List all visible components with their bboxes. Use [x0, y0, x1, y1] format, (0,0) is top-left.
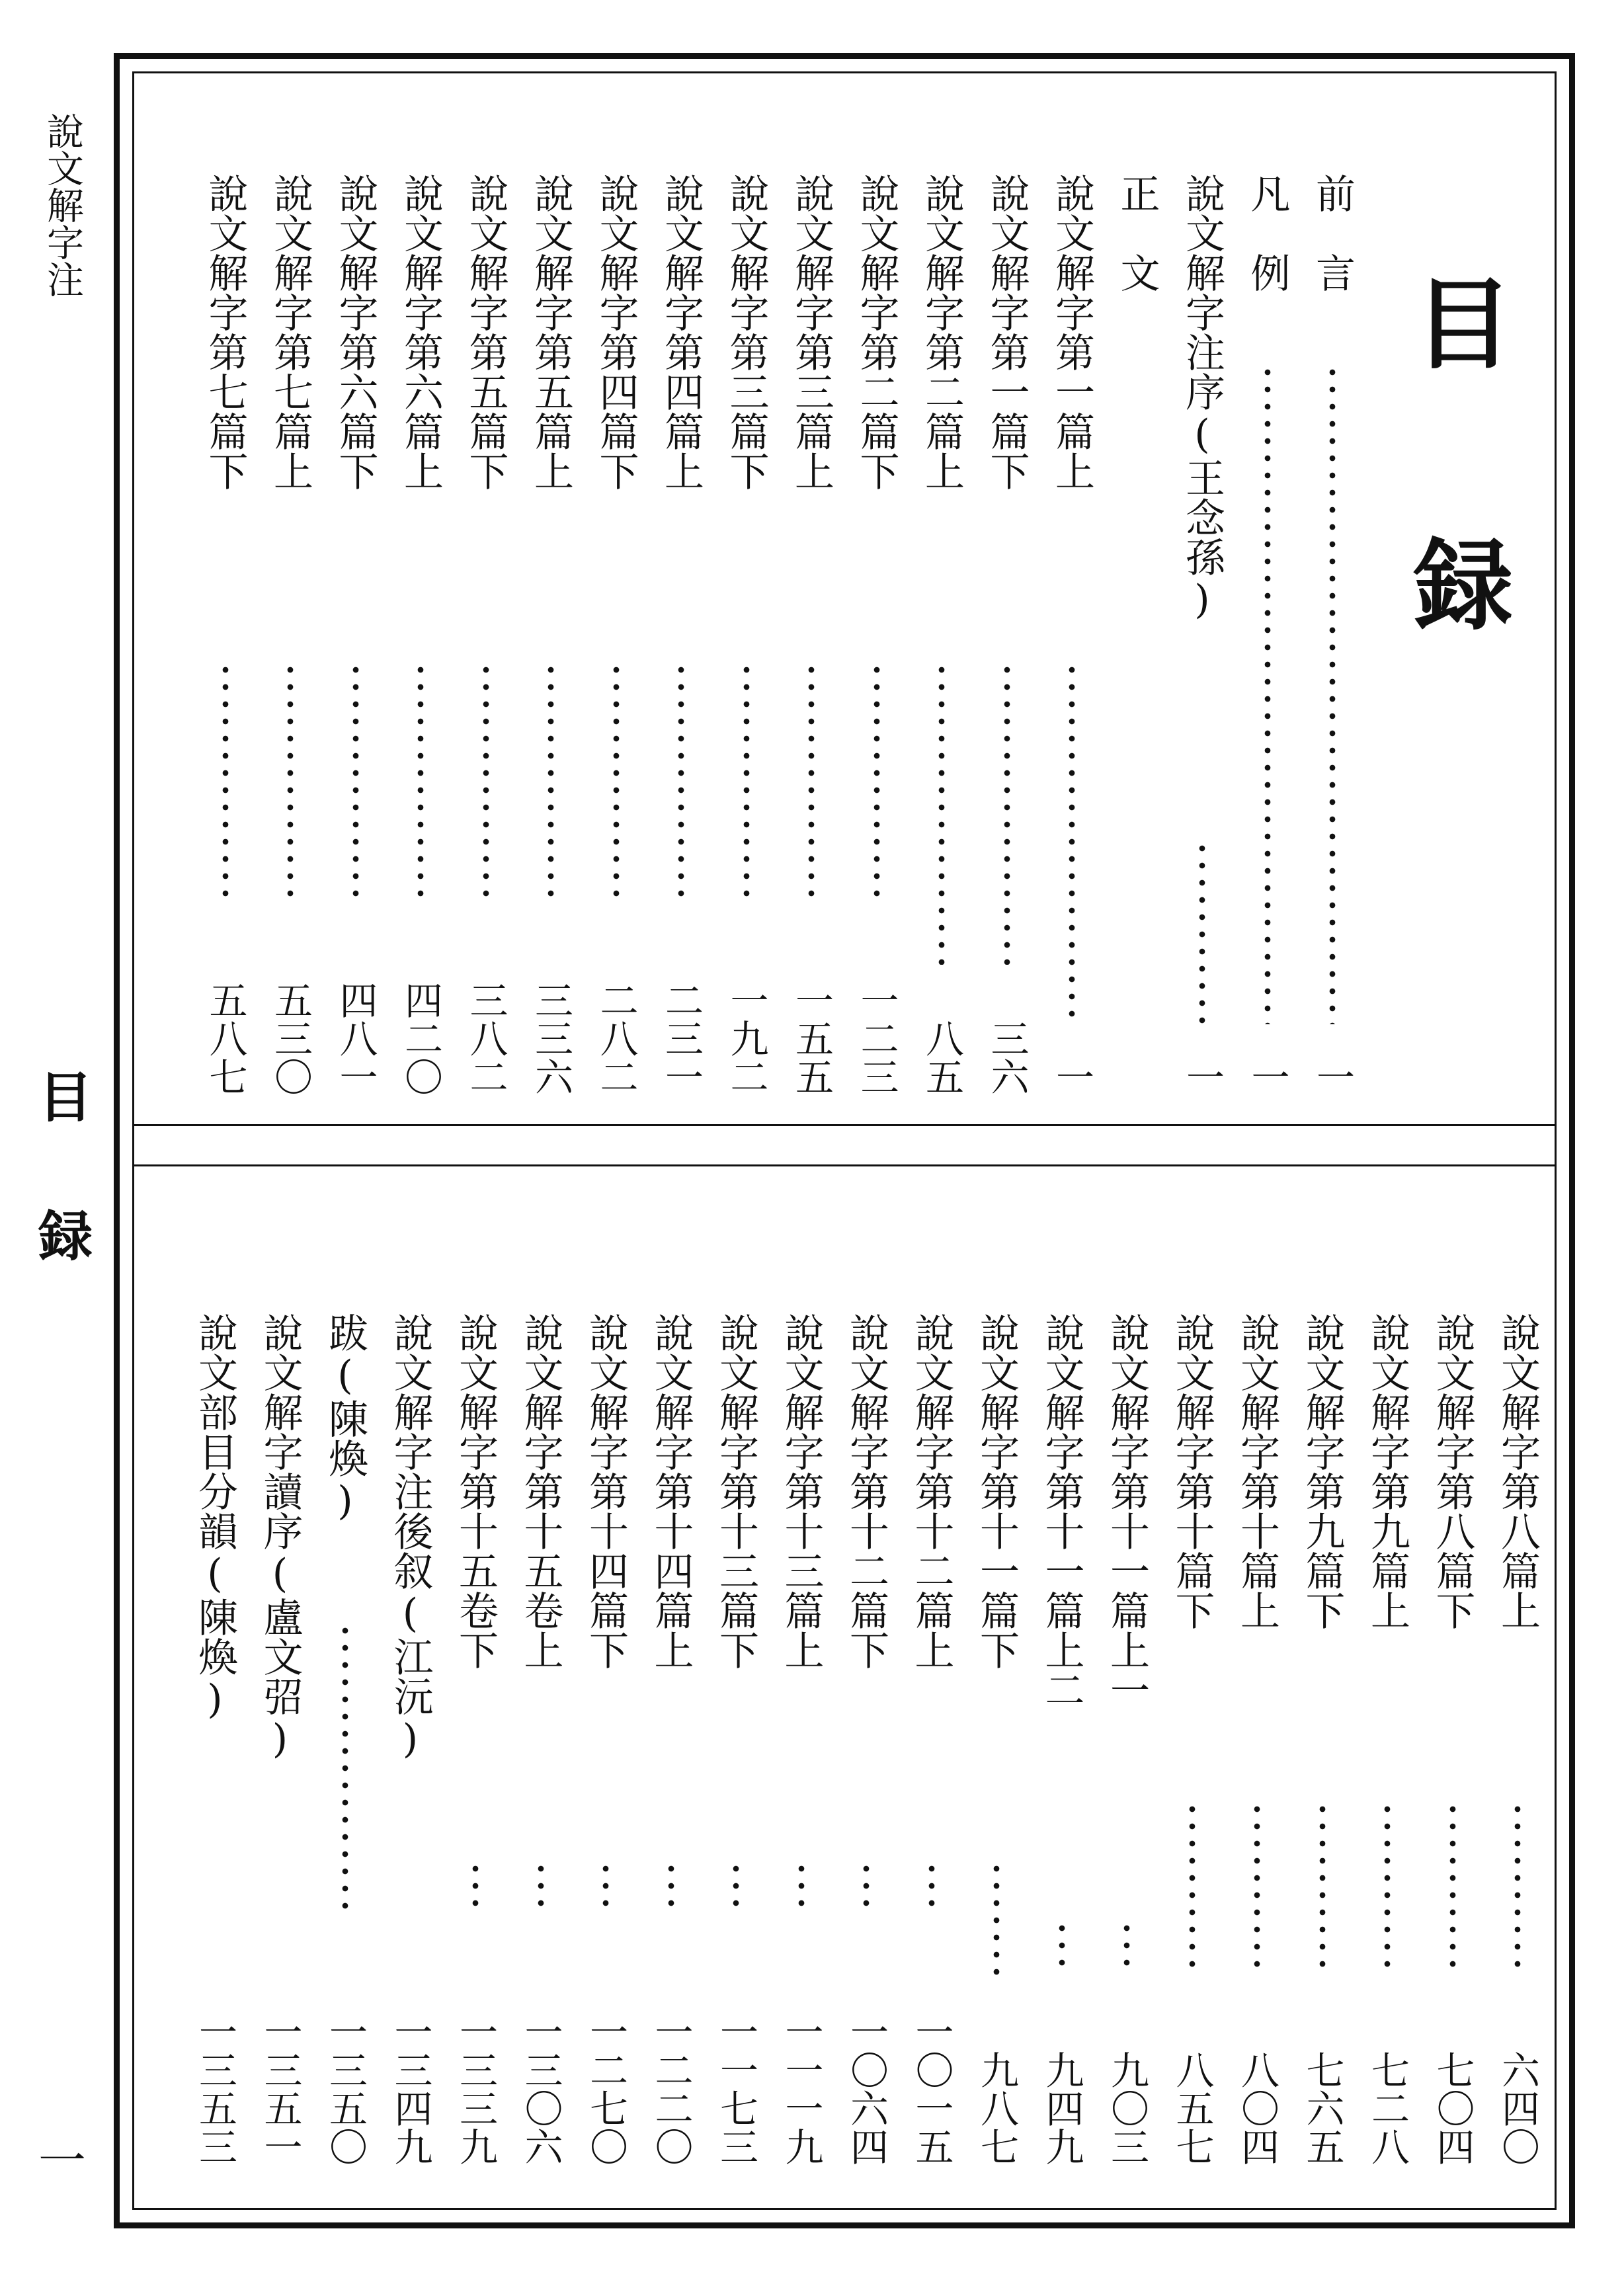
toc-entry [1293, 1313, 1352, 2166]
toc-entry [1042, 173, 1102, 1096]
toc-entry-title: 說文解字第八篇下 [1429, 1313, 1476, 1630]
toc-entry-title: 說文解字第五篇下 [462, 173, 509, 491]
leader-dots [1002, 661, 1012, 965]
toc-entry [1097, 1313, 1157, 2166]
toc-entry-title: 跋(陳煥) [322, 1313, 368, 1524]
leader-dots [992, 1860, 1001, 1975]
toc-entry-title: 說文解字第十篇上 [1234, 1313, 1280, 1630]
toc-entry-title: 說文解字第六篇上 [397, 173, 444, 491]
leader-dots [601, 1860, 610, 1916]
leader-dots [937, 661, 946, 965]
toc-entry [1227, 1313, 1287, 2166]
toc-entry-title: 說文解字第十三篇上 [778, 1313, 825, 1670]
toc-entry-title: 說文解字第十一篇下 [973, 1313, 1020, 1670]
toc-entry-title: 說文解字第九篇上 [1364, 1313, 1410, 1630]
toc-entry-page: 一 [1310, 1057, 1355, 1096]
leader-dots [481, 661, 491, 905]
toc-entry [977, 173, 1037, 1096]
toc-entry-page: 一三五一 [257, 2012, 303, 2166]
panel-divider [132, 1124, 1557, 1166]
toc-entry-page: 一 [1049, 1057, 1094, 1096]
leader-dots [612, 661, 621, 905]
toc-entry-title: 說文解字第十二篇下 [843, 1313, 889, 1670]
toc-entry [847, 173, 907, 1096]
leader-dots [807, 661, 816, 905]
toc-entry [912, 173, 971, 1096]
toc-entry [315, 1313, 375, 2166]
toc-entry-page: 一三四九 [387, 2012, 433, 2166]
leader-dots [1448, 1801, 1457, 1975]
toc-entry-page: 一一一九 [778, 2012, 824, 2166]
toc-entry [521, 173, 581, 1096]
toc-entry-title: 說文解字第十一篇上二 [1038, 1313, 1085, 1709]
toc-entry-title: 說文解字第十三篇下 [713, 1313, 759, 1670]
toc-entry-page: 二八二 [593, 981, 639, 1096]
leader-dots [1383, 1801, 1392, 1975]
leader-dots [1318, 1801, 1327, 1975]
toc-entry-page: 四二〇 [398, 981, 443, 1096]
toc-entry-page: 三三六 [528, 981, 573, 1096]
toc-entry-title: 說文解字第七篇下 [202, 173, 249, 491]
toc-entry [782, 173, 841, 1096]
leader-dots [536, 1860, 546, 1916]
toc-entry-page: 九四九 [1039, 2051, 1084, 2166]
toc-entry-title: 說文解字第十一篇上一 [1104, 1313, 1150, 1709]
toc-entry-title: 說文解字第十五卷下 [452, 1313, 499, 1670]
toc-entry-title: 說文解字第二篇上 [918, 173, 965, 491]
toc-entry-title: 說文解字第五篇上 [528, 173, 574, 491]
toc-entry [641, 1313, 701, 2166]
running-title: 說文解字注 [41, 112, 84, 298]
toc-entry-title: 說文解字第二篇下 [853, 173, 900, 491]
toc-entry [1108, 173, 1167, 1096]
leader-dots [676, 661, 686, 905]
toc-entry [706, 1313, 766, 2166]
toc-entry-title: 說文解字第十五卷上 [517, 1313, 564, 1670]
toc-entry [391, 173, 450, 1096]
toc-entry-title: 說文解字第三篇上 [788, 173, 834, 491]
toc-entry-title: 說文解字第七篇上 [267, 173, 313, 491]
toc-entry [967, 1313, 1026, 2166]
toc-entry-title: 說文解字讀序(盧文弨) [257, 1313, 304, 1762]
toc-entry-title: 說文解字第八篇上 [1494, 1313, 1541, 1630]
toc-entry-page: 一〇一五 [909, 2012, 954, 2166]
leader-dots [872, 661, 881, 905]
leader-dots [927, 1860, 936, 1916]
toc-entry-title: 說文解字第十四篇下 [583, 1313, 629, 1670]
toc-entry [251, 1313, 310, 2166]
toc-entry [1162, 1313, 1222, 2166]
toc-entry-title: 說文部目分韻(陳煥) [192, 1313, 238, 1723]
toc-entry-title: 說文解字注後叙(江沅) [387, 1313, 434, 1762]
leader-dots [1513, 1801, 1522, 1975]
leader-dots [862, 1860, 871, 1916]
toc-entry-page: 七〇四 [1430, 2051, 1475, 2166]
toc-entry-page: 一二二〇 [648, 2012, 694, 2166]
leader-dots [1263, 364, 1272, 1024]
toc-entry-page: 八五七 [1169, 2051, 1215, 2166]
leader-dots [1188, 1801, 1197, 1975]
toc-entry-page: 一〇六四 [844, 2012, 889, 2166]
section-label-lu: 録 [38, 1205, 93, 1268]
toc-entry-page: 一三〇六 [518, 2012, 563, 2166]
toc-entry [1172, 173, 1232, 1096]
toc-entry-title: 說文解字第一篇上 [1049, 173, 1095, 491]
toc-entry-title: 說文解字第六篇下 [332, 173, 379, 491]
toc-entry [1358, 1313, 1417, 2166]
toc-entry-page: 一九二 [723, 981, 769, 1096]
toc-entry-page: 三八二 [463, 981, 508, 1096]
leader-dots [471, 1860, 480, 1916]
toc-entry [717, 173, 776, 1096]
toc-entry-page: 八〇四 [1235, 2051, 1279, 2166]
toc-entry [326, 173, 386, 1096]
toc-entry-page: 一二三 [854, 981, 899, 1096]
leader-dots [1198, 840, 1207, 1024]
leader-dots [1057, 1920, 1067, 1975]
toc-entry-title: 前 言 [1309, 173, 1356, 292]
leader-dots [546, 661, 555, 905]
section-label-mu: 目 [38, 1066, 93, 1129]
leader-dots [1067, 661, 1076, 1024]
toc-entry-title: 說文解字第十四篇上 [647, 1313, 694, 1670]
toc-entry [456, 173, 516, 1096]
toc-entry [1423, 1313, 1482, 2166]
document-title-mu: 目 [1414, 266, 1514, 383]
toc-entry-title: 說文解字第四篇上 [658, 173, 704, 491]
toc-entry [185, 1313, 245, 2166]
toc-entry-page: 八五 [919, 1019, 964, 1096]
leader-dots [416, 661, 425, 905]
toc-entry-page: 一三五〇 [323, 2012, 368, 2166]
toc-entry [446, 1313, 505, 2166]
toc-entry [196, 173, 255, 1096]
toc-entry [1303, 173, 1362, 1096]
toc-entry-title: 凡 例 [1244, 173, 1291, 292]
toc-entry-page: 三六 [984, 1019, 1030, 1096]
page-number: 一 [38, 2133, 87, 2189]
leader-dots [731, 1860, 741, 1916]
toc-entry-title: 說文解字第十篇下 [1168, 1313, 1215, 1630]
toc-entry [576, 1313, 635, 2166]
toc-entry-page: 一五五 [789, 981, 834, 1096]
toc-entry [1032, 1313, 1092, 2166]
toc-entry-page: 五八七 [202, 981, 248, 1096]
toc-entry-page: 一 [1180, 1057, 1225, 1096]
toc-entry-page: 四八一 [333, 981, 378, 1096]
toc-entry-title: 說文解字第九篇下 [1299, 1313, 1346, 1630]
toc-entry [836, 1313, 896, 2166]
toc-entry-page: 一三五三 [192, 2012, 237, 2166]
leader-dots [351, 661, 360, 905]
toc-entry-page: 一一七三 [713, 2012, 758, 2166]
toc-entry [1488, 1313, 1547, 2166]
toc-entry [511, 1313, 571, 2166]
document-title-lu: 録 [1414, 528, 1514, 644]
toc-entry-title: 說文解字第一篇下 [983, 173, 1030, 491]
toc-entry-page: 六四〇 [1495, 2051, 1540, 2166]
toc-entry-title: 說文解字第四篇下 [592, 173, 639, 491]
toc-entry-title: 正 文 [1114, 173, 1160, 292]
toc-entry-page: 五三〇 [268, 981, 313, 1096]
toc-entry [772, 1313, 831, 2166]
toc-entry [587, 173, 646, 1096]
leader-dots [797, 1860, 806, 1916]
toc-entry-page: 七二八 [1365, 2051, 1410, 2166]
toc-entry [381, 1313, 440, 2166]
toc-entry [902, 1313, 961, 2166]
toc-entry-title: 說文解字注序(王念孫) [1179, 173, 1225, 623]
toc-entry [651, 173, 711, 1096]
toc-entry [261, 173, 320, 1096]
toc-entry-title: 說文解字第三篇下 [723, 173, 770, 491]
toc-entry-page: 一三三九 [453, 2012, 498, 2166]
toc-entry-page: 七六五 [1299, 2051, 1345, 2166]
leader-dots [1252, 1801, 1262, 1975]
leader-dots [221, 661, 230, 905]
toc-entry-page: 二三一 [659, 981, 704, 1096]
leader-dots [1328, 364, 1337, 1024]
toc-entry [1238, 173, 1297, 1096]
toc-entry-title: 說文解字第十二篇上 [908, 1313, 955, 1670]
leader-dots [742, 661, 751, 905]
toc-entry-page: 九〇三 [1104, 2051, 1149, 2166]
leader-dots [286, 661, 295, 905]
toc-entry-page: 一 [1244, 1057, 1290, 1096]
leader-dots [667, 1860, 676, 1916]
toc-entry-page: 一二七〇 [583, 2012, 628, 2166]
leader-dots [1122, 1920, 1131, 1975]
toc-entry-page: 九八七 [974, 2051, 1019, 2166]
leader-dots [341, 1622, 350, 1916]
